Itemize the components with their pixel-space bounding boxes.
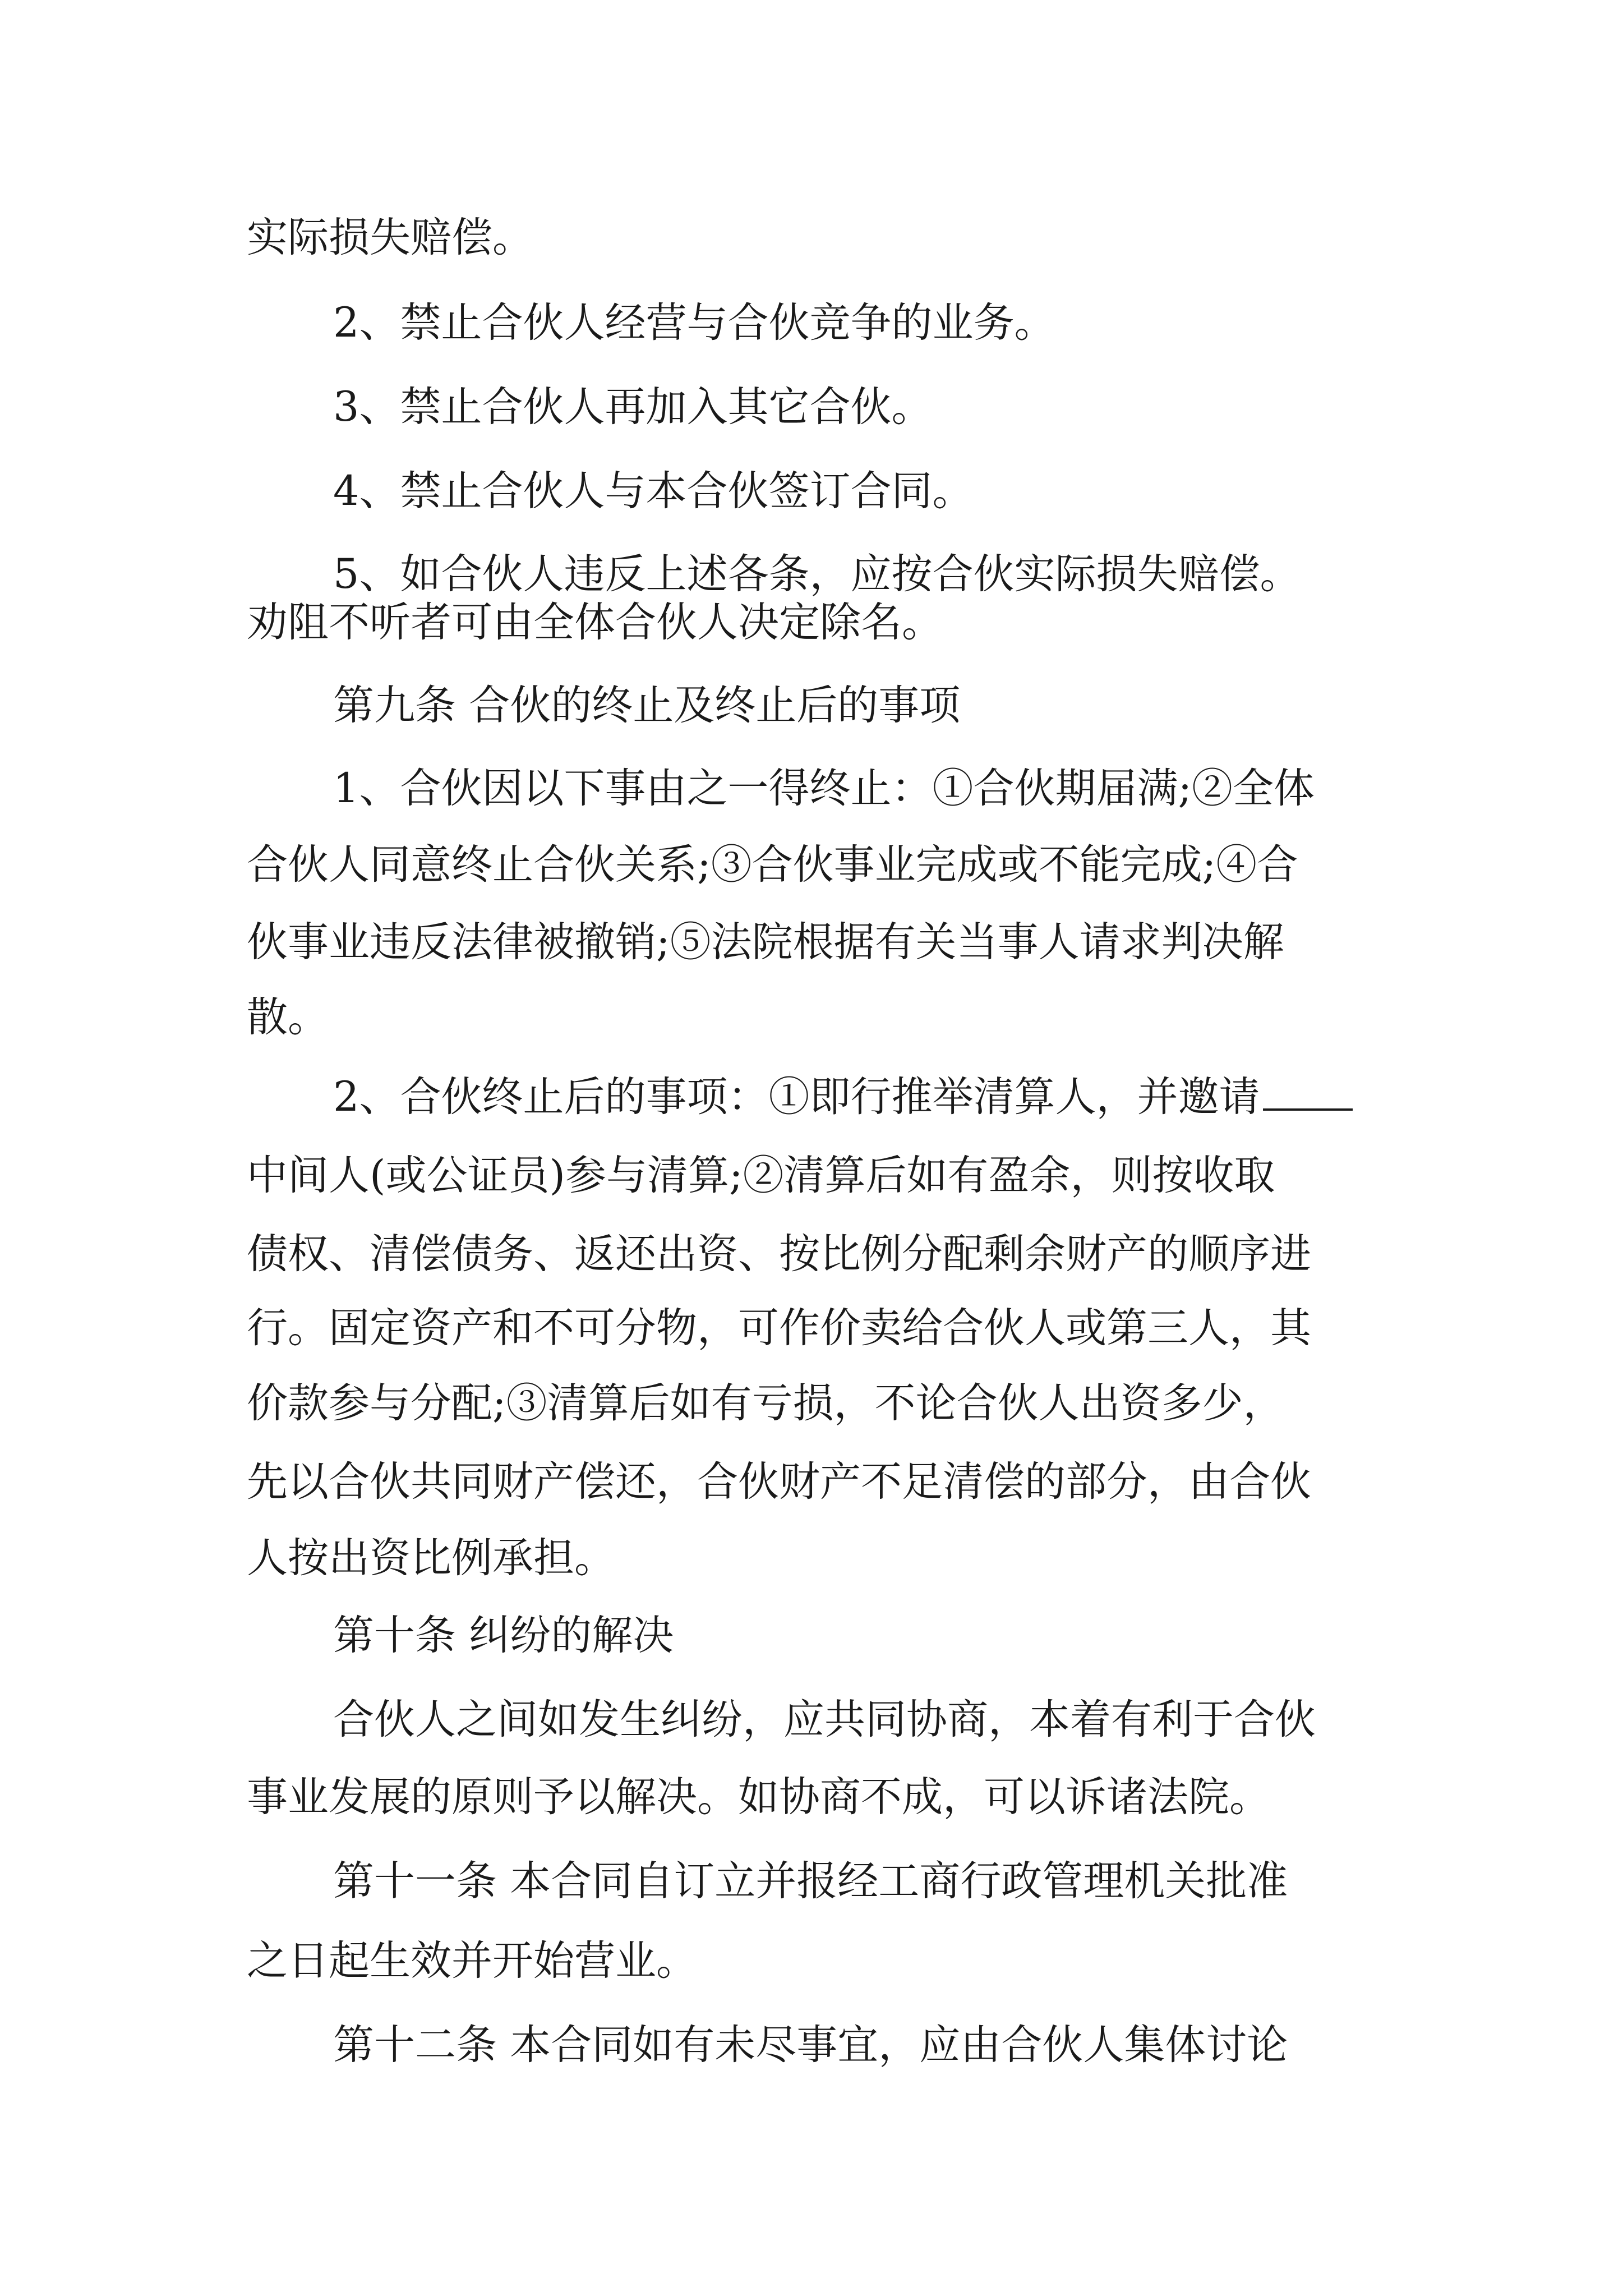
text-line: 实际损失赔偿。 [247, 214, 533, 261]
clause-item: 2、禁止合伙人经营与合伙竞争的业务。 [333, 299, 1055, 347]
text-line: 劝阻不听者可由全体合伙人决定除名。 [247, 599, 943, 646]
clause-item: 3、禁止合伙人再加入其它合伙。 [333, 383, 933, 431]
clause-text: 2、合伙终止后的事项：①即行推举清算人，并邀请 [333, 1073, 1260, 1121]
text-line: 散。 [247, 993, 329, 1041]
article-heading: 第十条 纠纷的解决 [333, 1612, 674, 1659]
article-heading: 第十一条 本合同自订立并报经工商行政管理机关批准 [333, 1857, 1288, 1905]
article-heading: 第十二条 本合同如有未尽事宜，应由合伙人集体讨论 [333, 2021, 1288, 2069]
clause-item: 1、合伙因以下事由之一得终止：①合伙期届满;②全体 [333, 765, 1315, 812]
text-line: 中间人(或公证员)参与清算;②清算后如有盈余，则按收取 [247, 1152, 1275, 1199]
text-line: 伙事业违反法律被撤销;⑤法院根据有关当事人请求判决解 [247, 918, 1284, 966]
text-line: 先以合伙共同财产偿还，合伙财产不足清偿的部分，由合伙 [247, 1458, 1311, 1506]
clause-item: 5、如合伙人违反上述各条，应按合伙实际损失赔偿。 [333, 550, 1301, 598]
text-line: 之日起生效并开始营业。 [247, 1937, 697, 1985]
fill-in-blank [1263, 1074, 1353, 1111]
article-heading: 第九条 合伙的终止及终止后的事项 [333, 682, 961, 729]
text-line: 人按出资比例承担。 [247, 1534, 615, 1582]
text-line: 事业发展的原则予以解决。如协商不成，可以诉诸法院。 [247, 1773, 1270, 1821]
text-line: 行。固定资产和不可分物，可作价卖给合伙人或第三人，其 [247, 1304, 1311, 1352]
clause-item [333, 1069, 1353, 1125]
text-line: 价款参与分配;③清算后如有亏损，不论合伙人出资多少， [247, 1379, 1284, 1427]
clause-item: 4、禁止合伙人与本合伙签订合同。 [333, 467, 974, 515]
text-line: 合伙人同意终止合伙关系;③合伙事业完成或不能完成;④合 [247, 841, 1298, 889]
paragraph-line: 合伙人之间如发生纠纷，应共同协商，本着有利于合伙 [333, 1696, 1316, 1743]
text-line: 债权、清偿债务、返还出资、按比例分配剩余财产的顺序进 [247, 1230, 1311, 1278]
